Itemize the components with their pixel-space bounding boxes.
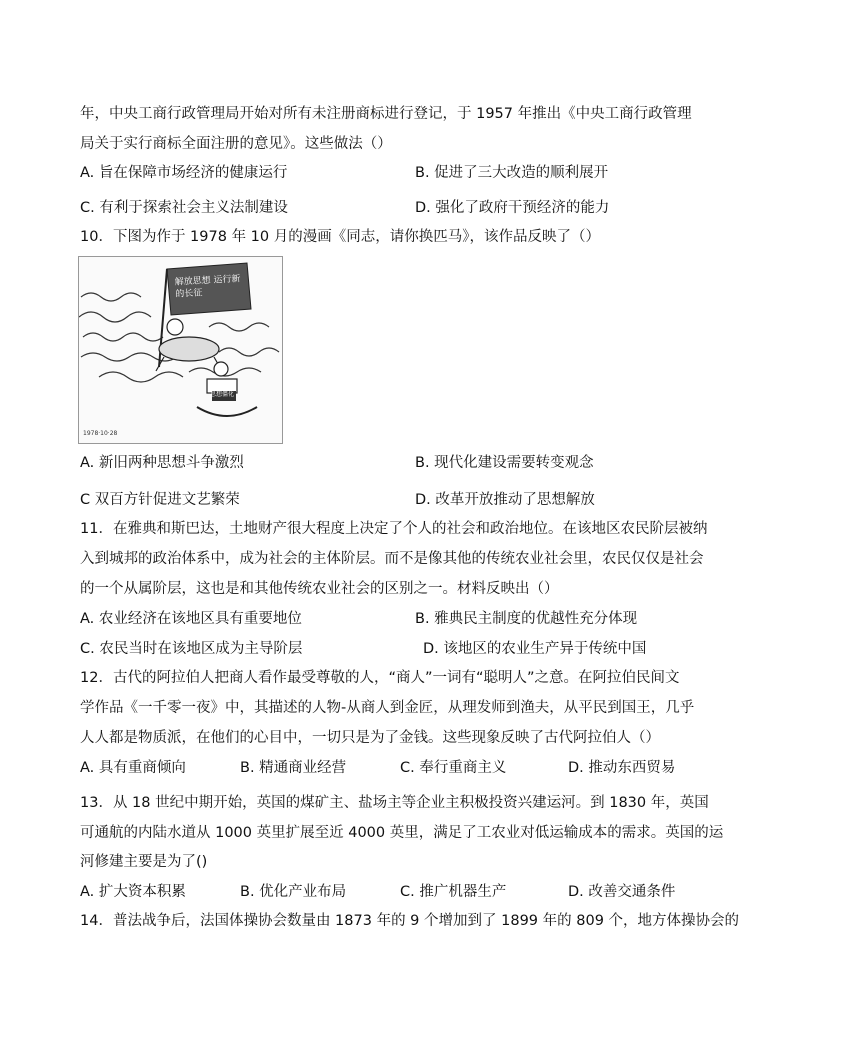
- q12-stem-line-1: 12．古代的阿拉伯人把商人看作最受尊敬的人，“商人”一词有“聪明人”之意。在阿拉伯民间文: [80, 670, 680, 686]
- q10-stem: 10．下图为作于 1978 年 10 月的漫画《同志，请你换匹马》，该作品反映了（）: [80, 229, 600, 245]
- q13-option-d: D. 改善交通条件: [568, 884, 676, 900]
- q12-stem-line-2: 学作品《一千零一夜》中，其描述的人物-从商人到金匠，从理发师到渔夫，从平民到国王，几乎: [80, 700, 695, 716]
- cartoon-date: 1978·10·28: [83, 430, 118, 437]
- q9-stem-line-2: 局关于实行商标全面注册的意见》。这些做法（）: [80, 136, 392, 152]
- q10-option-a: A. 新旧两种思想斗争激烈: [80, 455, 244, 471]
- q12-option-c: C. 奉行重商主义: [400, 760, 507, 776]
- q9-stem-line-1: 年，中央工商行政管理局开始对所有未注册商标进行登记，于 1957 年推出《中央工商行政管理: [80, 106, 692, 122]
- q13-option-c: C. 推广机器生产: [400, 884, 507, 900]
- q13-stem-line-3: 河修建主要是为了(): [80, 854, 208, 870]
- cartoon-banner-text: 解放思想 运行新的长征: [174, 274, 241, 300]
- cartoon-horse-label: 思想僵化: [210, 391, 235, 398]
- q11-option-d: D. 该地区的农业生产异于传统中国: [423, 641, 647, 657]
- q9-option-b: B. 促进了三大改造的顺利展开: [415, 165, 609, 181]
- q12-option-b: B. 精通商业经营: [240, 760, 347, 776]
- q13-stem-line-2: 可通航的内陆水道从 1000 英里扩展至近 4000 英里，满足了工农业对低运输成本的需求。英国的运: [80, 825, 724, 841]
- q9-option-a: A. 旨在保障市场经济的健康运行: [80, 165, 288, 181]
- q9-option-c: C. 有利于探索社会主义法制建设: [80, 200, 288, 216]
- q13-option-a: A. 扩大资本积累: [80, 884, 186, 900]
- q14-stem-line-1: 14．普法战争后，法国体操协会数量由 1873 年的 9 个增加到了 1899 年的 809 个，地方体操协会的: [80, 913, 740, 929]
- q12-stem-line-3: 人人都是物质派，在他们的心目中，一切只是为了金钱。这些现象反映了古代阿拉伯人（）: [80, 730, 660, 746]
- q11-stem-line-3: 的一个从属阶层，这也是和其他传统农业社会的区别之一。材料反映出（）: [80, 581, 559, 597]
- q10-option-c: C 双百方针促进文艺繁荣: [80, 492, 240, 508]
- q11-option-b: B. 雅典民主制度的优越性充分体现: [415, 611, 638, 627]
- q11-stem-line-1: 11．在雅典和斯巴达，土地财产很大程度上决定了个人的社会和政治地位。在该地区农民阶层被纳: [80, 521, 708, 537]
- q11-option-a: A. 农业经济在该地区具有重要地位: [80, 611, 302, 627]
- q9-option-d: D. 强化了政府干预经济的能力: [415, 200, 610, 216]
- q12-option-a: A. 具有重商倾向: [80, 760, 186, 776]
- q11-option-c: C. 农民当时在该地区成为主导阶层: [80, 641, 303, 657]
- q13-stem-line-1: 13．从 18 世纪中期开始，英国的煤矿主、盐场主等企业主积极投资兴建运河。到 1830 年，英国: [80, 795, 709, 811]
- q10-option-d: D. 改革开放推动了思想解放: [415, 492, 595, 508]
- q13-option-b: B. 优化产业布局: [240, 884, 347, 900]
- q10-option-b: B. 现代化建设需要转变观念: [415, 455, 594, 471]
- q11-stem-line-2: 入到城邦的政治体系中，成为社会的主体阶层。而不是像其他的传统农业社会里，农民仅仅是社会: [80, 551, 704, 567]
- cartoon-image: [78, 256, 283, 444]
- q12-option-d: D. 推动东西贸易: [568, 760, 676, 776]
